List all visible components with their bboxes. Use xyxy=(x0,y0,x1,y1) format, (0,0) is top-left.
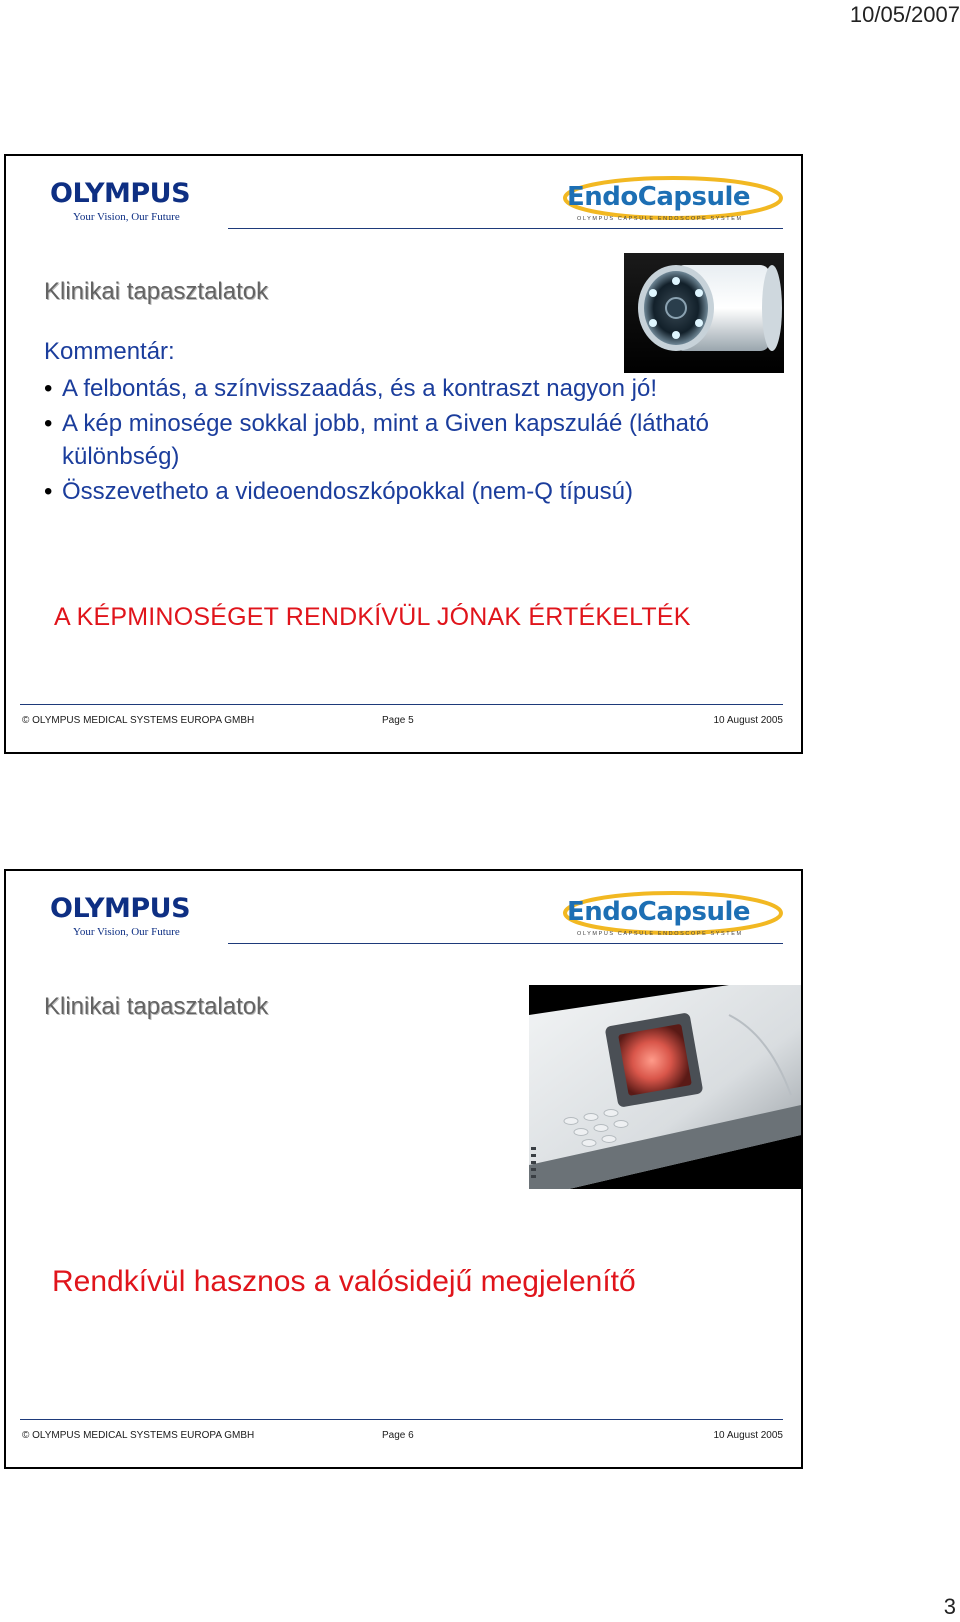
slide-title: Klinikai tapasztalatok xyxy=(44,278,269,305)
endocapsule-logo xyxy=(561,889,791,945)
footer-date: 10 August 2005 xyxy=(713,715,783,726)
page-date: 10/05/2007 xyxy=(849,2,960,27)
slide-title: Klinikai tapasztalatok xyxy=(44,993,269,1020)
olympus-tagline: Your Vision, Our Future xyxy=(73,926,180,938)
olympus-wordmark: OLYMPUS xyxy=(50,893,191,924)
highlight-statement: Rendkívül hasznos a valósidejű megjelenítő xyxy=(52,1265,636,1298)
footer-divider xyxy=(20,704,783,705)
endocapsule-wordmark: EndoCapsule xyxy=(567,897,751,927)
footer-page: Page 6 xyxy=(382,1430,414,1441)
endocapsule-subtitle: OLYMPUS CAPSULE ENDOSCOPE SYSTEM xyxy=(577,216,743,222)
bullet-item: • Összevetheto a videoendoszkópokkal (nem-Q típusú) xyxy=(44,478,633,505)
footer-date: 10 August 2005 xyxy=(713,1430,783,1441)
slide-footer xyxy=(22,715,783,731)
endocapsule-subtitle: OLYMPUS CAPSULE ENDOSCOPE SYSTEM xyxy=(577,931,743,937)
footer-page: Page 5 xyxy=(382,715,414,726)
olympus-logo xyxy=(50,893,220,945)
footer-divider xyxy=(20,1419,783,1420)
bullet-item: • A kép minosége sokkal jobb, mint a Given kapszuláé (látható különbség) xyxy=(44,410,710,470)
realtime-viewer-photo xyxy=(529,985,801,1189)
highlight-statement: A KÉPMINOSÉGET RENDKÍVÜL JÓNAK ÉRTÉKELTÉK xyxy=(54,603,691,631)
comment-label: Kommentár: xyxy=(44,338,175,365)
page-number: 3 xyxy=(943,1594,956,1619)
olympus-tagline: Your Vision, Our Future xyxy=(73,211,180,223)
bullet-item: • A felbontás, a színvisszaadás, és a kontraszt nagyon jó! xyxy=(44,375,658,402)
header-divider xyxy=(228,228,783,229)
olympus-wordmark: OLYMPUS xyxy=(50,178,191,209)
footer-copyright: © OLYMPUS MEDICAL SYSTEMS EUROPA GMBH xyxy=(22,1430,255,1441)
slide-6 xyxy=(4,869,803,1469)
endocapsule-logo xyxy=(561,174,791,230)
endocapsule-wordmark: EndoCapsule xyxy=(567,182,751,212)
capsule-camera-photo xyxy=(624,253,784,373)
header-divider xyxy=(228,943,783,944)
slide-5 xyxy=(4,154,803,754)
olympus-logo xyxy=(50,178,220,230)
slide-footer xyxy=(22,1430,783,1446)
footer-copyright: © OLYMPUS MEDICAL SYSTEMS EUROPA GMBH xyxy=(22,715,255,726)
bullet-list xyxy=(44,372,764,510)
